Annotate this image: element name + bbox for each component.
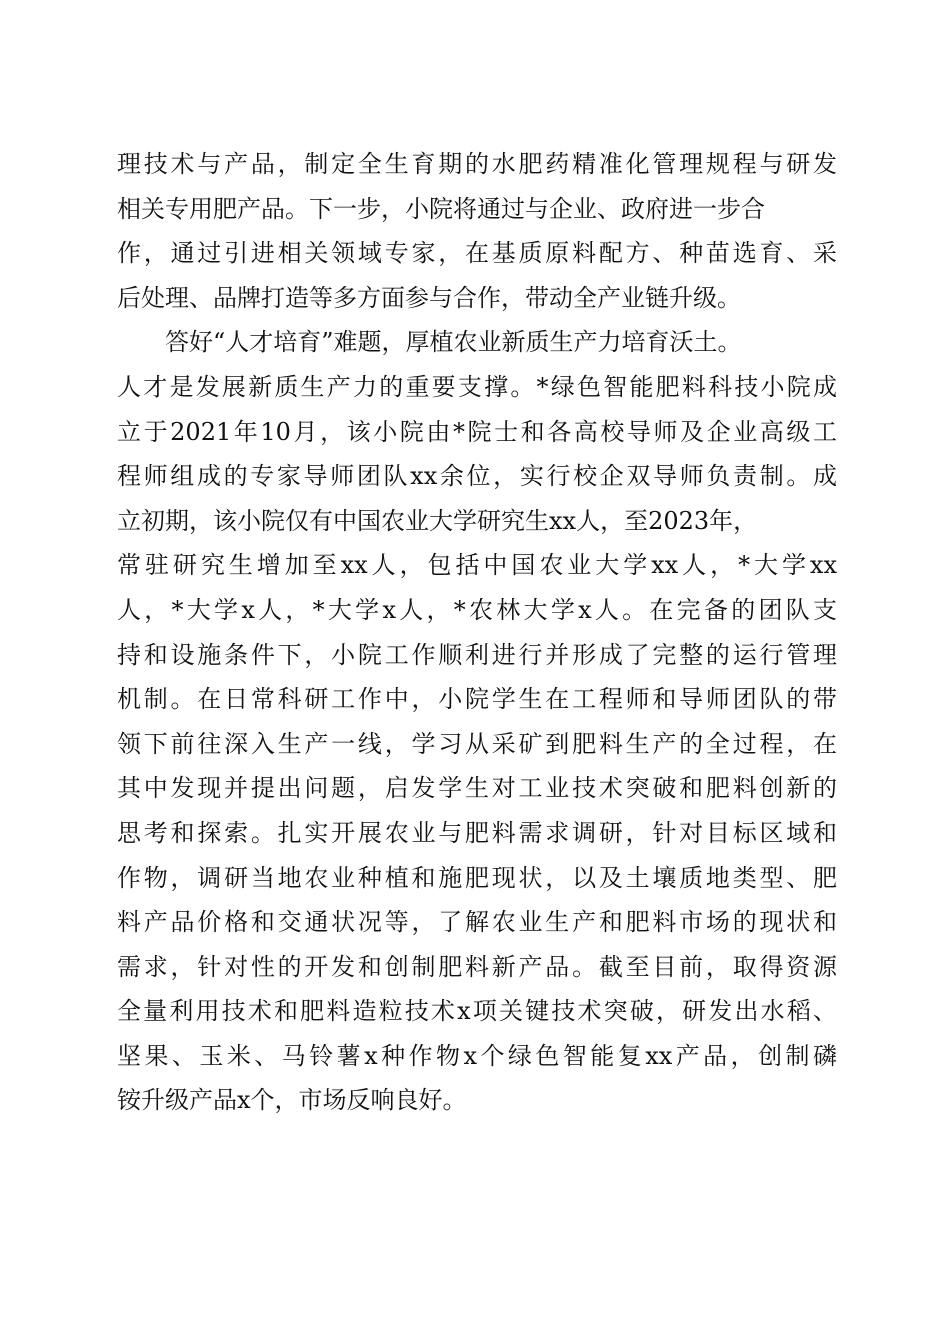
text-line: 作，通过引进相关领域专家，在基质原料配方、种苗选育、采 xyxy=(117,239,837,268)
text-line: 铵升级产品x个，市场反响良好。 xyxy=(117,1086,467,1115)
body-text xyxy=(117,142,837,1123)
text-line: 立于2021年10月，该小院由*院士和各高校导师及企业高级工 xyxy=(117,417,837,446)
text-line: 理技术与产品，制定全生育期的水肥药精准化管理规程与研发 xyxy=(117,150,837,178)
text-line: 程师组成的专家导师团队xx余位，实行校企双导师负责制。成 xyxy=(117,462,837,491)
text-line: 领下前往深入生产一线，学习从采矿到肥料生产的全过程，在 xyxy=(117,729,837,758)
text-line: 人才是发展新质生产力的重要支撑。*绿色智能肥料科技小院成 xyxy=(117,372,837,401)
text-line: 后处理、品牌打造等多方面参与合作，带动全产业链升级。 xyxy=(117,283,741,312)
text-line: 人，*大学x人，*大学x人，*农林大学x人。在完备的团队支 xyxy=(117,595,837,624)
text-line: 作物，调研当地农业种植和施肥现状，以及土壤质地类型、肥 xyxy=(117,863,837,892)
text-line: 全量利用技术和肥料造粒技术x项关键技术突破，研发出水稻、 xyxy=(117,997,837,1026)
text-line: 料产品价格和交通状况等，了解农业生产和肥料市场的现状和 xyxy=(117,908,837,937)
text-line: 其中发现并提出问题，启发学生对工业技术突破和肥料创新的 xyxy=(117,774,837,803)
paragraph-heading-line: 答好“人才培育”难题，厚植农业新质生产力培育沃土。 xyxy=(117,328,742,357)
text-line: 相关专用肥产品。下一步，小院将通过与企业、政府进一步合 xyxy=(117,194,765,223)
text-line: 持和设施条件下，小院工作顺利进行并形成了完整的运行管理 xyxy=(117,640,837,669)
text-line: 常驻研究生增加至xx人，包括中国农业大学xx人，*大学xx xyxy=(117,551,837,580)
text-line: 坚果、玉米、马铃薯x种作物x个绿色智能复xx产品，创制磷 xyxy=(117,1041,837,1070)
text-line: 机制。在日常科研工作中，小院学生在工程师和导师团队的带 xyxy=(117,685,837,714)
text-line: 思考和探索。扎实开展农业与肥料需求调研，针对目标区域和 xyxy=(117,818,837,847)
text-line: 需求，针对性的开发和创制肥料新产品。截至目前，取得资源 xyxy=(117,952,837,981)
text-line: 立初期，该小院仅有中国农业大学研究生xx人，至2023年， xyxy=(117,506,758,535)
